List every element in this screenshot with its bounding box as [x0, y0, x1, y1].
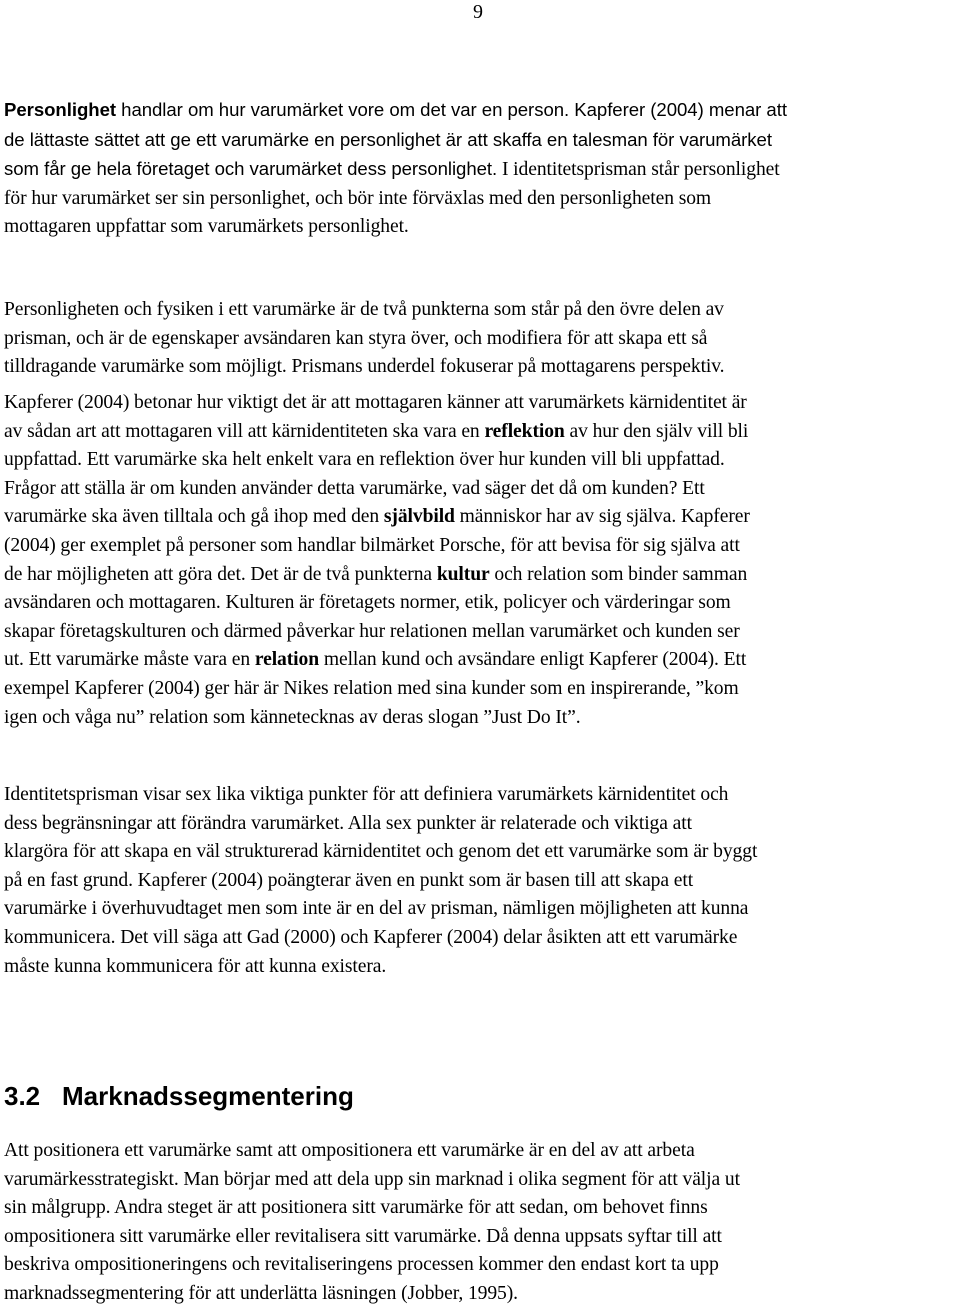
text-line — [4, 185, 960, 214]
text-line — [4, 503, 960, 532]
text-run: avsändaren och mottagaren. Kulturen är företagets normer, etik, policyer och värderingar som — [4, 592, 731, 614]
bold-term: kultur — [436, 563, 490, 585]
text-run: som får ge hela företaget och varumärket dess personlighet. — [4, 158, 498, 180]
text-run: måste kunna kommunicera för att kunna existera. — [4, 955, 387, 977]
text-line — [4, 213, 960, 242]
bold-term: självbild — [383, 506, 455, 528]
text-run: de har möjligheten att göra det. Det är de två punkterna — [4, 563, 437, 585]
text-run: av hur den själv vill bli — [564, 420, 749, 442]
text-run: kommunicera. Det vill säga att Gad (2000) och Kapferer (2004) delar åsikten att ett varumärke — [4, 926, 738, 948]
text-run: beskriva ompositioneringens och revitaliseringens processen kommer den endast kort ta upp — [4, 1254, 719, 1276]
text-line — [4, 589, 960, 618]
text-line — [4, 475, 960, 504]
text-run: av sådan art att mottagaren vill att kärnidentiteten ska vara en — [4, 420, 485, 442]
text-line — [4, 1194, 960, 1223]
text-run: varumärke i överhuvudtaget men som inte är en del av prisman, nämligen möjligheten att kunna — [4, 898, 749, 920]
paragraph-att-positionera — [4, 1137, 960, 1309]
text-line — [4, 353, 960, 382]
text-run: mottagaren uppfattar som varumärkets personlighet. — [4, 216, 409, 238]
text-line — [4, 446, 960, 475]
text-run: handlar om hur varumärket vore om det var en person. Kapferer (2004) menar att — [116, 99, 787, 120]
text-run: mellan kund och avsändare enligt Kapferer (2004). Ett — [319, 649, 747, 671]
text-line — [4, 561, 960, 590]
text-line — [4, 704, 960, 733]
text-run: dess begränsningar att förändra varumärket. Alla sex punkter är relaterade och viktiga att — [4, 812, 692, 834]
text-run: Frågor att ställa är om kunden använder detta varumärke, vad säger det då om kunden? Ett — [4, 477, 705, 499]
text-run: de lättaste sättet att ge ett varumärke en personlighet är att skaffa en talesman för varumärket — [4, 128, 772, 150]
text-run: sin målgrupp. Andra steget är att positionera sitt varumärke för att sedan, om behovet finns — [4, 1197, 708, 1219]
text-run: uppfattad. Ett varumärke ska helt enkelt vara en reflektion över hur kunden vill bli uppfattad. — [4, 449, 725, 471]
section-heading — [4, 1080, 354, 1112]
text-line — [4, 1223, 960, 1252]
text-line — [4, 418, 960, 447]
text-run: marknadssegmentering för att underlätta läsningen (Jobber, 1995). — [4, 1282, 518, 1304]
text-run: I identitetsprisman står personlighet — [497, 159, 780, 181]
text-line — [4, 810, 960, 839]
text-line — [4, 675, 960, 704]
text-line — [4, 838, 960, 867]
text-run: Att positionera ett varumärke samt att ompositionera ett varumärke är en del av att arbeta — [4, 1140, 695, 1161]
paragraph-identitetsprisman — [4, 781, 960, 981]
text-run: skapar företagskulturen och därmed påverkar hur relationen mellan varumärket och kunden ser — [4, 620, 740, 642]
text-run: Identitetsprisman visar sex lika viktiga punkter för att definiera varumärkets kärnidentitet och — [4, 784, 729, 805]
bold-term: Personlighet — [4, 99, 117, 120]
text-line — [4, 126, 960, 156]
text-line — [4, 155, 960, 185]
text-run: prisman, och är de egenskaper avsändaren kan styra över, och modifiera för att skapa ett så — [4, 327, 708, 349]
text-run: tilldragande varumärke som möjligt. Prismans underdel fokuserar på mottagarens perspektiv. — [4, 356, 725, 378]
text-run: människor har av sig själva. Kapferer — [454, 506, 750, 528]
bold-term: relation — [254, 649, 320, 671]
text-run: ompositionera sitt varumärke eller revitalisera sitt varumärke. Då denna uppsats syftar till att — [4, 1225, 722, 1247]
text-run: Kapferer (2004) betonar hur viktigt det är att mottagaren känner att varumärkets kärnidentitet är — [4, 392, 747, 413]
paragraph-personlighet — [4, 96, 960, 242]
text-line — [4, 325, 960, 354]
text-run: Personligheten och fysiken i ett varumärke är de två punkterna som står på den övre delen av — [4, 299, 724, 320]
bold-term: reflektion — [484, 420, 565, 442]
text-line — [4, 618, 960, 647]
text-line — [4, 1137, 960, 1166]
page-number: 9 — [473, 1, 483, 23]
text-run: varumärkesstrategiskt. Man börjar med att dela upp sin marknad i olika segment för att välja ut — [4, 1168, 740, 1190]
text-line — [4, 781, 960, 810]
text-line — [4, 953, 960, 982]
paragraph-kapferer-betonar — [4, 389, 960, 732]
text-run: (2004) ger exemplet på personer som handlar bilmärket Porsche, för att bevisa för sig själva att — [4, 534, 740, 556]
text-line — [4, 389, 960, 418]
text-line — [4, 1251, 960, 1280]
text-run: exempel Kapferer (2004) ger här är Nikes relation med sina kunder som en inspirerande, ”kom — [4, 677, 739, 699]
text-run: och relation som binder samman — [489, 563, 748, 585]
text-line — [4, 1280, 960, 1309]
section-number: 3.2 — [4, 1081, 41, 1111]
text-line — [4, 1166, 960, 1195]
text-run: ut. Ett varumärke måste vara en — [4, 649, 255, 671]
text-line — [4, 867, 960, 896]
text-run: på en fast grund. Kapferer (2004) poängterar även en punkt som är basen till att skapa ett — [4, 869, 694, 891]
text-line — [4, 296, 960, 325]
text-run: igen och våga nu” relation som kännetecknas av deras slogan ”Just Do It”. — [4, 706, 581, 728]
text-line — [4, 532, 960, 561]
paragraph-personligheten-och-fysiken — [4, 296, 960, 382]
text-line — [4, 895, 960, 924]
text-line — [4, 924, 960, 953]
text-run: klargöra för att skapa en väl strukturerad kärnidentitet och genom det ett varumärke som är byggt — [4, 841, 758, 863]
text-line — [4, 96, 960, 126]
text-run: varumärke ska även tilltala och gå ihop med den — [4, 506, 384, 528]
text-run: för hur varumärket ser sin personlighet, och bör inte förväxlas med den personligheten som — [4, 187, 712, 209]
section-title: Marknadssegmentering — [62, 1081, 354, 1111]
text-line — [4, 646, 960, 675]
